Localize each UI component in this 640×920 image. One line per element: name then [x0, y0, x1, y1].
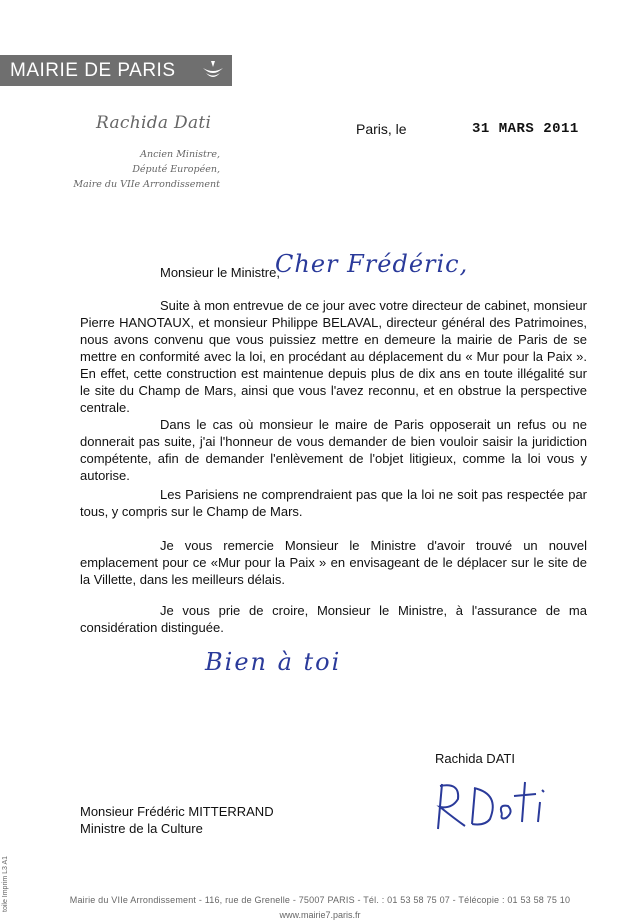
paris-ship-logo-icon	[200, 58, 226, 83]
sender-name: Rachida Dati	[96, 113, 212, 133]
body-paragraph: Les Parisiens ne comprendraient pas que la loi ne soit pas respectée par tous, y compris sur le Champ de Mars.	[80, 487, 587, 519]
body-paragraph: Je vous remercie Monsieur le Ministre d'avoir trouvé un nouvel emplacement pour ce «Mur pour la Paix » en envisageant de le déplacer sur le site de la Villette, dans les meilleurs délais.	[80, 538, 587, 587]
footer-address: Mairie du VIIe Arrondissement - 116, rue de Grenelle - 75007 PARIS - Tél. : 01 53 58 75 07 - Télécopie : 01 53 58 75 10	[69, 895, 571, 905]
salutation: Monsieur le Ministre,	[160, 265, 280, 280]
body-paragraph: Je vous prie de croire, Monsieur le Ministre, à l'assurance de ma considération distinguée.	[80, 603, 587, 635]
recipient-name: Monsieur Frédéric MITTERRAND	[80, 804, 274, 819]
body-paragraph: Dans le cas où monsieur le maire de Paris opposerait un refus ou ne donnerait pas suite, j'ai l'honneur de vous demander de bien vouloir saisir la juridiction compétente, afin de demander l'enlèvement de l'objet litigieux, comme la loi vous y autorise.	[80, 417, 587, 483]
dateline-place: Paris, le	[356, 121, 407, 137]
institution-name: MAIRIE DE PARIS	[10, 59, 176, 81]
handwritten-closing: Bien à toi	[205, 648, 342, 676]
sender-title-line: Député Européen,	[132, 164, 220, 175]
date-stamp: 31 MARS 2011	[472, 121, 579, 137]
sender-titles	[73, 147, 220, 192]
sender-title-line: Ancien Ministre,	[140, 149, 220, 160]
mairie-banner	[0, 55, 232, 86]
recipient-title: Ministre de la Culture	[80, 821, 203, 836]
signature-name: Rachida DATI	[435, 751, 515, 766]
footer-url: www.mairie7.paris.fr	[279, 910, 361, 920]
sender-title-line: Maire du VIIe Arrondissement	[73, 179, 220, 190]
handwritten-salutation: Cher Frédéric,	[275, 250, 469, 278]
handwritten-signature	[430, 774, 570, 834]
body-paragraph: Suite à mon entrevue de ce jour avec votre directeur de cabinet, monsieur Pierre HANOTAUX, et monsieur Philippe BELAVAL, directeur général des Patrimoines, nous avons convenu que vous puissiez mettre en demeure la mairie de Paris de se mettre en conformité avec la loi, en procédant au déplacement du « Mur pour la Paix ». En effet, cette construction est maintenue depuis plus de dix ans en toute illégalité sur le site du Champ de Mars, ainsi que vous l'avez reconnu, et en obstrue la perspective centrale.	[80, 298, 587, 415]
recipient-block	[80, 803, 274, 837]
printer-note: toile Imprim L3 A1	[2, 855, 9, 912]
